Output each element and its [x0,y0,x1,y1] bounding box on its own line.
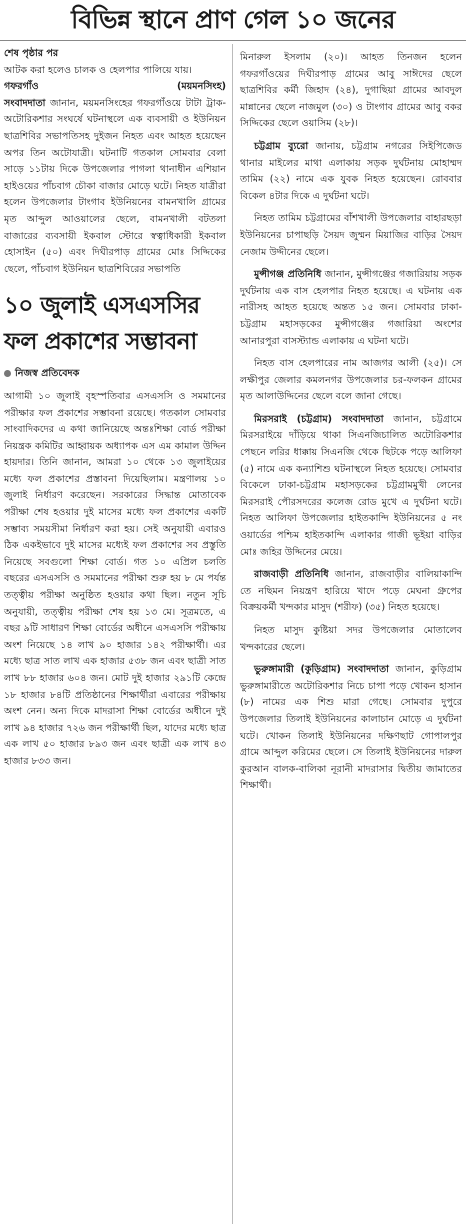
rajbari-label: রাজবাড়ী প্রতিনিধি [254,569,329,581]
rajbari-text: জানান, রাজবাড়ীর বালিয়াকান্দি তে নছিমন নিয়ন্ত্রণ হারিয়ে খাদে পড়ে মেঘনা গ্রুপের বিক্রয়কর্মী খন্দকার মাসুদ (শরীফ) (৩৫) নিহত হয়েছে। [240,569,462,614]
rajbari-paragraph [240,567,462,617]
bhurungamari-label: ভুরুঙ্গামারী (কুড়িগ্রাম) সংবাদদাতা [254,664,389,676]
mymensingh-tag: (ময়মনসিংহ) [176,81,226,93]
munshiganj-paragraph-2: নিহত বাস হেলপারের নাম আজগর আলী (২৫)। সে লক্ষীপুর জেলার কমলনগর উপজেলার চর-ফলকন গ্রামের মৃত আলাউদ্দিনের ছেলে বলে জানা গেছে। [240,358,462,403]
ctg-label: চট্টগ্রাম ব্যুরো [254,140,309,152]
munshiganj-paragraph [240,267,462,350]
rajbari-paragraph-2: নিহত মাসুদ কুষ্টিয়া সদর উপজেলার মোতালেব খন্দকারের ছেলে। [240,625,462,653]
munshiganj-label: মুন্সীগঞ্জ প্রতিনিধি [254,269,322,281]
munshiganj-text: জানান, মুন্সীগঞ্জের গজারিয়ায় সড়ক দুর্ঘটনায় এক বাস হেলপার নিহত হয়েছে। এ ঘটনায় এক নারীসহ আহত হয়েছে অন্তত ১৫ জন। সোমবার ঢাকা-চট্টগ্রাম মহাসড়কের মুন্সীগঞ্জের গজারিয়া অংশের আনারপুরা বাসস্ট্যান্ড এলাকায় এ ঘটনা ঘটে। [240,269,462,347]
ctg-paragraph [240,139,462,205]
ctg-paragraph-2: নিহত তামিম চট্টগ্রামের বাঁশখালী উপজেলার বাহারছড়া ইউনিয়নের চাপাছড়ি সৈয়দ জুম্মন মিয়াজির বাড়ির সৈয়দ নেজাম উদ্দীনের ছেলে। [240,213,462,258]
bhurungamari-text: জানান, কুড়িগ্রাম ভুরুঙ্গামারীতে অটোরিকশার নিচে চাপা পড়ে খোকন হাসান (৮) নামের এক শিশু মারা গেছে। সোমবার দুপুরে উপজেলার তিলাই ইউনিয়নের কালাচান মোড়ে এ দুর্ঘটনা ঘটে। খোকন তিলাই ইউনিয়নের দক্ষিণছাট গোপালপুর গ্রামে আব্দুল করিমের ছেলে। সে তিলাই ইউনিয়নের দারুল কুরআন বালক-বালিকা নূরানী মাদরাসার দ্বিতীয় জামাতের শিক্ষার্থী। [240,664,462,792]
gafargaon-text: জানান, ময়মনসিংহের গফরগাঁওয়ে টাটা ট্রাক-অটোরিকশার সংঘর্ষে ঘটনাস্থলে এক ব্যবসায়ী ও ইউনিয়ন ছাত্রশিবির সভাপতিসহ দুইজন নিহত এবং আহত হয়েছেন অপর তিন অটোযাত্রী। ঘটনাটি গতকাল সোমবার বেলা সাড়ে ১১টায় দিকে উপজেলার পাগলা থানাধীন এশিয়ান হাইওয়ের পাঁচবাগ চৌকা বাজার মোড়ে ঘটে। নিহত যাত্রীরা হলেন উপজেলার টাংগাব ইউনিয়নের বামনখালি গ্রামের মৃত আব্দুল আওয়ালের ছেলে, বামনখালী বটতলা বাজারের ব্যবসায়ী ইকবাল স্টোরে স্বত্বাধিকারী ইকবাল হোসাইন (৫০) এবং দিঘীরপাড় গ্রামের মোঃ সিদ্দিকের ছেলে, পাঁচবাগ ইউনিয়ন ছাত্রশিবিরের সভাপতি [4,97,226,275]
ssc-byline [4,366,226,383]
byline-text: নিজস্ব প্রতিবেদক [15,368,80,380]
gafargaon-paragraph [4,79,226,278]
continued-paragraph [4,46,226,79]
mirsarai-text: জানান, চট্টগ্রামে মিরসরাইয়ে দাঁড়িয়ে থাকা সিএনজিচালিত অটোরিকশার পেছনে লরির ধাক্কায় সিএনজি থেকে ছিটকে পড়ে আলিফা (৫) নামে এক কন্যাশিশু ঘটনাস্থলে নিহত হয়েছে। সোমবার বিকেলে ঢাকা-চট্টগ্রাম মহাসড়কের চট্টগ্রামমুখী লেনের মিরসরাই পৌরসদরের কলেজ রোড মুখে এ দুর্ঘটনা ঘটে। নিহত আলিফা উপজেলার হাইতকান্দি ইউনিয়নের ৫ নং ওয়ার্ডের পশ্চিম হাইতকান্দি এলাকার গাজী ভূইয়া বাড়ির মোঃ জহির উদ্দিনের মেয়ে। [240,413,462,558]
continued-label: শেষ পৃষ্ঠার পর [4,48,59,59]
mirsarai-paragraph [240,412,462,561]
gafargaon-reporter: সংবাদদাতা [4,97,46,109]
ssc-headline: ১০ জুলাই এসএসসির ফল প্রকাশের সম্ভাবনা [4,293,200,356]
top-headline-bar [0,0,466,41]
column-divider [232,44,233,1224]
continued-right-text: মিনারুল ইসলাম (২০)। আহত তিনজন হলেন গফরগাঁওয়ের দিঘীরপাড় গ্রামের আবু সাঈদের ছেলে ছাত্রশিবির কর্মী জিহাদ (২৪), দুগাছিয়া গ্রামের আবদুল মান্নানের ছেলে নাজমুল (৩০) ও টাংগাব গ্রামের আবু বকর সিদ্দিকের ছেলে ওয়াসিম (২৮)। [240,52,462,130]
bullet-icon [4,370,11,377]
ctg-text: জানায়, চট্টগ্রাম নগরের সিইপিজেড থানার মাইলের মাথা এলাকায় সড়ক দুর্ঘটনায় মোহাম্মদ তামিম (২২) নামে এক যুবক নিহত হয়েছেন। রোববার বিকেল ৪টার দিকে এ দুর্ঘটনা ঘটে। [240,140,462,202]
top-headline: বিভিন্ন স্থানে প্রাণ গেল ১০ জনের [71,5,395,34]
bhurungamari-paragraph [240,662,462,795]
ssc-article-text: আগামী ১০ জুলাই বৃহস্পতিবার এসএসসি ও সমমানের পরীক্ষার ফল প্রকাশের সম্ভাবনা রয়েছে। গতকাল সোমবার সাংবাদিকদের এ কথা জানিয়েছে অন্তঃশিক্ষা বোর্ড পরীক্ষা নিয়ন্ত্রক কমিটির আহ্বায়ক অধ্যাপক এস এম কামাল উদ্দিন হায়দার। তিনি জানান, আমরা ১০ থেকে ১৩ জুলাইয়ের মধ্যে ফল প্রকাশের প্রস্তাবনা দিয়েছিলাম। মন্ত্রণালয় ১০ জুলাই নির্ধারণ করেছেন। সরকারের সিদ্ধান্ত মোতাবেক পরীক্ষা শেষ হওয়ার দুই মাসের মধ্যে ফল প্রকাশের একটি সম্ভাব্য সময়সীমা নির্ধারণ করা হয়। সেই অনুযায়ী এবারও ঠিক একইভাবে দুই মাসের মধ্যেই ফল প্রকাশের সব প্রস্তুতি নিয়েছে সবগুলো শিক্ষা বোর্ড। গত ১০ এপ্রিল চলতি বছরের এসএসসি ও সমমানের পরীক্ষা শুরু হয় ৮ মে পর্যন্ত তত্ত্বীয় পরীক্ষা অনুষ্ঠিত হওয়ার কথা ছিল। নতুন সূচি অনুযায়ী, তত্ত্বীয় পরীক্ষা শেষ হয় ১৩ মে। সূত্রমতে, এ বছর ৯টি সাধারণ শিক্ষা বোর্ডের অধীনে এসএসসি পরীক্ষায় অংশ নিয়েছে ১৪ লাখ ৯০ হাজার ১৪২ পরীক্ষার্থী। এর মধ্যে ছাত্র সাত লাখ এক হাজার ৫৩৮ জন এবং ছাত্রী সাত লাখ ৮৮ হাজার ৬০৪ জন। মোট দুই হাজার ২৯১টি কেন্দ্রে ১৮ হাজার ৮৪টি প্রতিষ্ঠানের শিক্ষার্থীরা এবারের পরীক্ষায় অংশ নেন। অন্য দিকে মাদরাসা শিক্ষা বোর্ডের অধীনে দুই লাখ ৯৪ হাজার ৭২৬ জন পরীক্ষার্থী ছিল, যাদের মধ্যে ছাত্র এক লাখ ৫০ হাজার ৮৯৩ জন এবং ছাত্রী এক লাখ ৪৩ হাজার ৮৩৩ জন। [4,390,226,767]
continued-text: আটক করা হলেও চালক ও হেলপার পালিয়ে যায়। [4,64,192,76]
right-column [240,50,462,795]
gafargaon-label: গফরগাঁও [4,81,39,93]
left-column [4,46,226,771]
mirsarai-label: মিরসরাই (চট্টগ্রাম) সংবাদদাতা [254,413,384,425]
